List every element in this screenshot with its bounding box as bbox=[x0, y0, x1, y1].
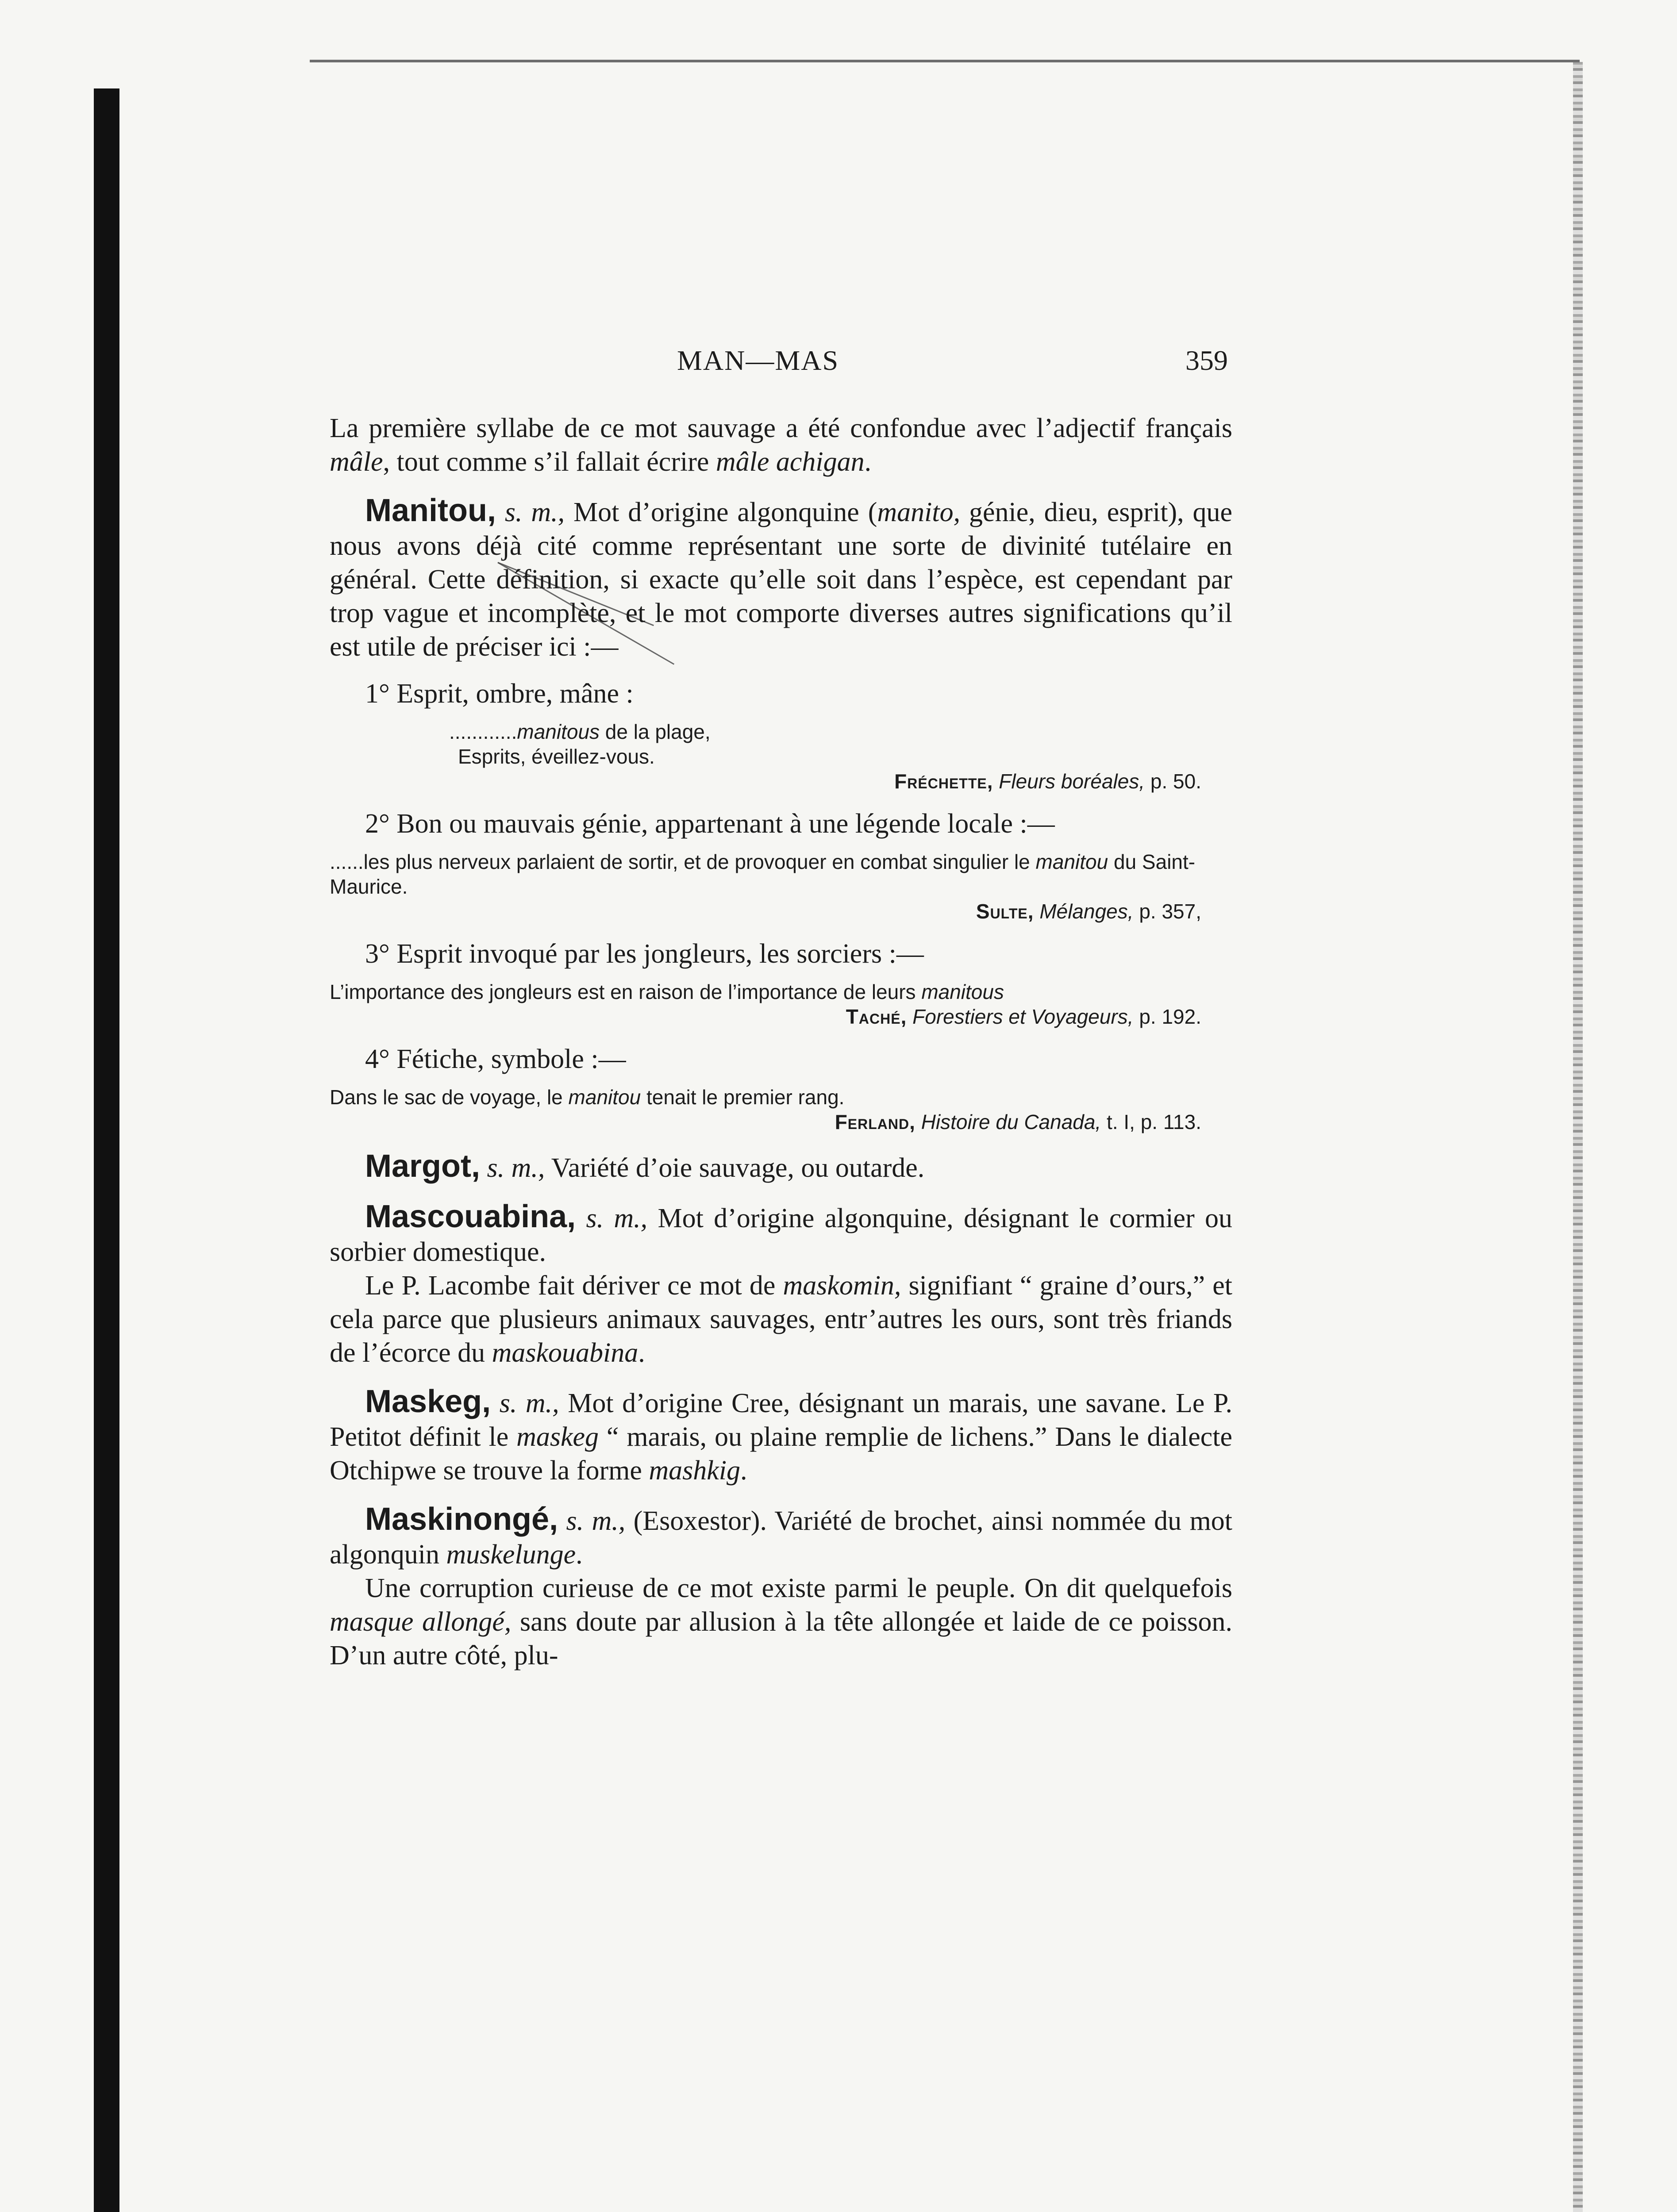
definition-text: . bbox=[740, 1455, 747, 1486]
sense-label: 4° Fétiche, symbole :— bbox=[365, 1044, 626, 1074]
grammar-label: s. m., bbox=[504, 497, 565, 527]
definition-text: Mot d’origine Cree, désignant un marais, une savane. Le P. Petitot définit le bbox=[330, 1388, 1233, 1452]
citation bbox=[330, 979, 1232, 1029]
text: Dans le sac de voyage, le bbox=[330, 1086, 569, 1109]
book-spine-shadow bbox=[94, 88, 119, 2212]
italic-term: manitou bbox=[568, 1086, 641, 1109]
page-number: 359 bbox=[1185, 345, 1228, 376]
italic-term: masque allongé, bbox=[330, 1607, 512, 1637]
headword: Maskeg, bbox=[365, 1384, 491, 1419]
work-title: Mélanges, bbox=[1039, 900, 1134, 923]
definition-text: Mot d’origine algonquine, désignant le cormier ou sorbier domestique. bbox=[330, 1203, 1233, 1267]
definition-text: “ marais, ou plaine remplie de lichens.” Dans le dialecte Otchipwe se trouve la forme bbox=[330, 1422, 1232, 1486]
italic-term: mashkig bbox=[649, 1455, 741, 1486]
text: ............ bbox=[449, 720, 517, 743]
entry-margot bbox=[330, 1149, 1232, 1185]
grammar-label: s. m., bbox=[499, 1388, 559, 1418]
text: tenait le premier rang. bbox=[641, 1086, 845, 1109]
citation-source bbox=[330, 1110, 1232, 1134]
sense-label: 2° Bon ou mauvais génie, appartenant à une légende locale :— bbox=[365, 809, 1055, 839]
quote-line bbox=[330, 979, 1232, 1004]
italic-term: maskouabina bbox=[492, 1338, 638, 1368]
grammar-label: s. m., bbox=[566, 1506, 626, 1536]
page-right-edge bbox=[1573, 62, 1583, 2212]
headword: Maskinongé, bbox=[365, 1502, 558, 1537]
italic-term: muskelunge bbox=[446, 1540, 576, 1570]
italic-term: maskomin, bbox=[783, 1271, 901, 1301]
quote-line: Esprits, éveillez-vous. bbox=[458, 745, 655, 768]
work-title: Histoire du Canada, bbox=[921, 1110, 1101, 1133]
running-head-title: MAN—MAS bbox=[677, 345, 839, 376]
quote-line bbox=[330, 849, 1232, 899]
italic-term: mâle achigan bbox=[715, 447, 865, 477]
text: . bbox=[638, 1338, 645, 1368]
italic-term: manito, bbox=[877, 497, 961, 527]
intro-paragraph bbox=[330, 411, 1232, 479]
author: Sulte, bbox=[976, 900, 1034, 923]
work-title: Fleurs boréales, bbox=[999, 770, 1145, 793]
definition-text: génie, dieu, esprit), que nous avons déjà cité comme représentant une sorte de divinité tutélaire en général. Cette définition, si exacte qu’elle soit dans l’espèce, est cependant par trop vague et incomplète, et le mot comporte diverses autres significations qu’il est utile de préciser ici :— bbox=[330, 497, 1232, 662]
author: Ferland, bbox=[835, 1110, 915, 1133]
entry-mascouabina bbox=[330, 1200, 1232, 1269]
definition-text: Variété d’oie sauvage, ou outarde. bbox=[545, 1153, 925, 1183]
citation-source bbox=[330, 899, 1232, 924]
author: Fréchette, bbox=[894, 770, 993, 793]
author: Taché, bbox=[846, 1005, 907, 1028]
headword: Margot, bbox=[365, 1148, 480, 1184]
headword: Mascouabina, bbox=[365, 1199, 576, 1234]
text: L’importance des jongleurs est en raison de l’importance de leurs bbox=[330, 980, 922, 1003]
entry-paragraph bbox=[330, 1571, 1232, 1672]
entry-paragraph bbox=[330, 1269, 1232, 1370]
page-ref: t. I, p. 113. bbox=[1101, 1110, 1201, 1133]
page-ref: p. 192. bbox=[1133, 1005, 1201, 1028]
page-ref: p. 50. bbox=[1145, 770, 1201, 793]
text: . bbox=[864, 447, 872, 477]
work-title: Forestiers et Voyageurs, bbox=[912, 1005, 1134, 1028]
grammar-label: s. m., bbox=[586, 1203, 648, 1233]
italic-term: manitou bbox=[1035, 850, 1108, 873]
sense-label: 1° Esprit, ombre, mâne : bbox=[365, 679, 634, 709]
text: La première syllabe de ce mot sauvage a été confondue avec l’adjectif français bbox=[330, 413, 1232, 443]
text: de la plage, bbox=[600, 720, 711, 743]
grammar-label: s. m., bbox=[487, 1153, 545, 1183]
citation-source bbox=[330, 769, 1232, 794]
definition-text: Mot d’origine algonquine ( bbox=[565, 497, 877, 527]
running-head bbox=[330, 344, 1232, 388]
citation bbox=[330, 849, 1232, 924]
page-body bbox=[330, 411, 1232, 1672]
text: ......les plus nerveux parlaient de sortir, et de provoquer en combat singulier le bbox=[330, 850, 1036, 873]
text: sans doute par allusion à la tête allongée et laide de ce poisson. D’un autre côté, plu- bbox=[330, 1607, 1232, 1671]
italic-term: manitous bbox=[921, 980, 1004, 1003]
headword: Manitou, bbox=[365, 493, 496, 528]
quote-line bbox=[330, 1085, 1232, 1110]
citation-source bbox=[330, 1004, 1232, 1029]
italic-term: maskeg bbox=[516, 1422, 599, 1452]
text: , tout comme s’il fallait écrire bbox=[383, 447, 716, 477]
citation bbox=[330, 719, 1232, 794]
quote-line bbox=[330, 719, 1232, 744]
text: du Saint-Maurice. bbox=[330, 850, 1196, 898]
entry-maskeg bbox=[330, 1385, 1232, 1487]
text: Une corruption curieuse de ce mot existe parmi le peuple. On dit quelquefois bbox=[365, 1573, 1232, 1603]
text: signifiant “ graine d’ours,” et cela parce que plusieurs animaux sauvages, entr’autres les ours, sont très friands de l’écorce du bbox=[330, 1271, 1232, 1368]
entry-manitou bbox=[330, 494, 1232, 664]
definition-text: . bbox=[576, 1540, 583, 1570]
italic-term: mâle bbox=[330, 447, 383, 477]
citation bbox=[330, 1085, 1232, 1134]
sense-label: 3° Esprit invoqué par les jongleurs, les sorciers :— bbox=[365, 939, 924, 969]
definition-text: (Esoxestor). Variété de brochet, ainsi nommée du mot algonquin bbox=[330, 1506, 1233, 1570]
entry-maskinonge bbox=[330, 1502, 1232, 1571]
text: Le P. Lacombe fait dériver ce mot de bbox=[365, 1271, 783, 1301]
page bbox=[330, 0, 1232, 2212]
italic-term: manitous bbox=[517, 720, 600, 743]
page-ref: p. 357, bbox=[1133, 900, 1201, 923]
